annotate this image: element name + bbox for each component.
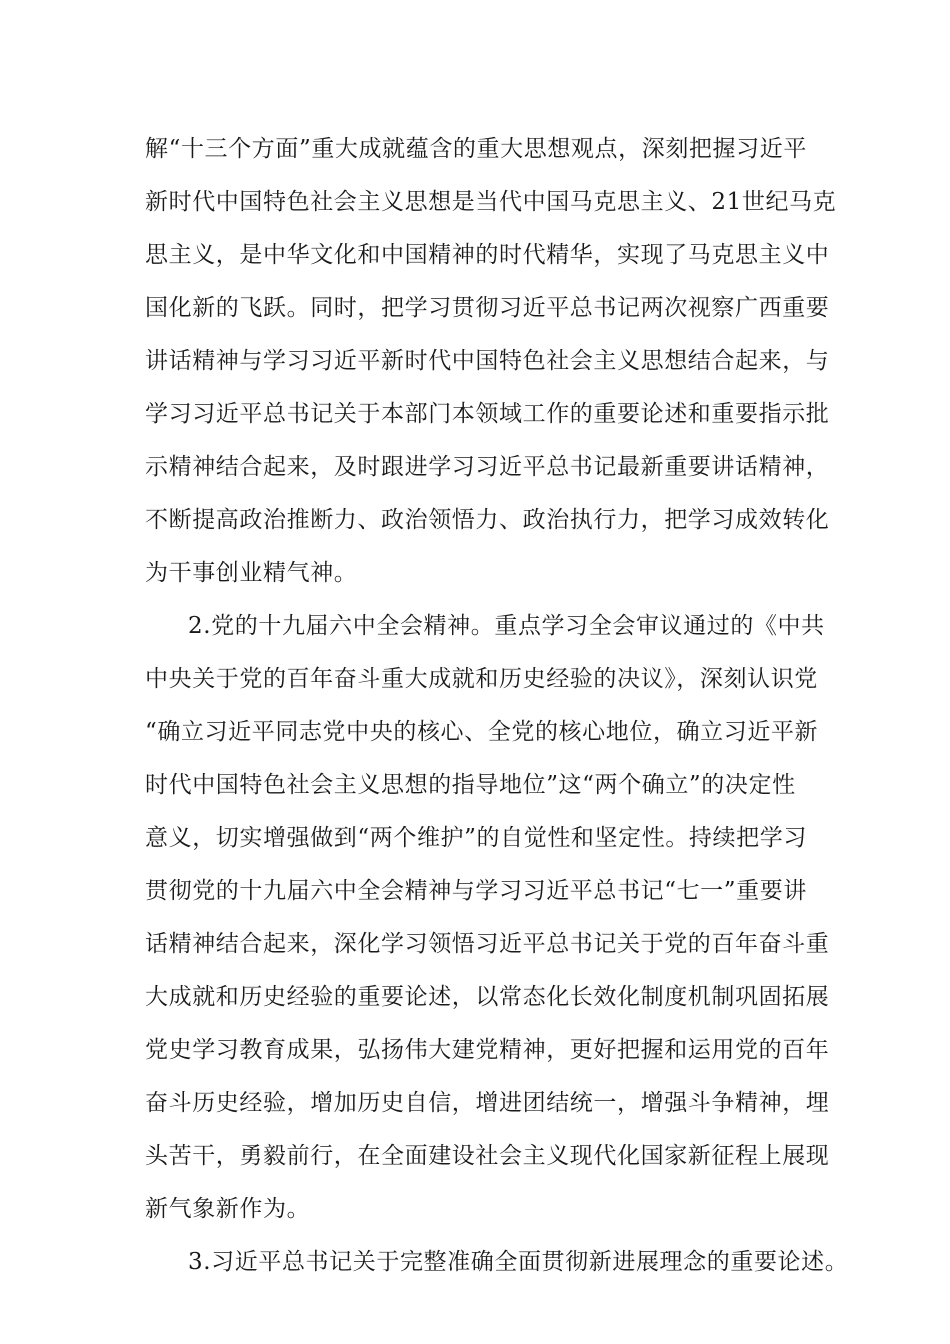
section-heading-3: 3.习近平总书记关于完整准确全面贯彻新进展理念的重要论述。 <box>188 1249 849 1275</box>
text-line: 新时代中国特色社会主义思想是当代中国马克思主义、21世纪马克 <box>145 189 837 215</box>
text-line: 不断提高政治推断力、政治领悟力、政治执行力，把学习成效转化 <box>145 507 830 533</box>
text-line: 新气象新作为。 <box>145 1196 311 1222</box>
text-line: 时代中国特色社会主义思想的指导地位”这“两个确立”的决定性 <box>145 772 796 798</box>
text-line: 中央关于党的百年奋斗重大成就和历史经验的决议》，深刻认识党 <box>145 666 818 692</box>
text-line: 大成就和历史经验的重要论述，以常态化长效化制度机制巩固拓展 <box>145 984 830 1010</box>
text-line: 党史学习教育成果，弘扬伟大建党精神，更好把握和运用党的百年 <box>145 1037 830 1063</box>
section-heading-2: 2.党的十九届六中全会精神。重点学习全会审议通过的《中共 <box>188 613 825 639</box>
text-line: 奋斗历史经验，增加历史自信，增进团结统一，增强斗争精神，埋 <box>145 1090 830 1116</box>
text-line: 头苦干，勇毅前行，在全面建设社会主义现代化国家新征程上展现 <box>145 1143 830 1169</box>
text-line: 学习习近平总书记关于本部门本领域工作的重要论述和重要指示批 <box>145 401 830 427</box>
text-line: 解“十三个方面”重大成就蕴含的重大思想观点，深刻把握习近平 <box>145 136 807 162</box>
text-line: 讲话精神与学习习近平新时代中国特色社会主义思想结合起来，与 <box>145 348 830 374</box>
text-line: 示精神结合起来，及时跟进学习习近平总书记最新重要讲话精神， <box>145 454 830 480</box>
text-line: “确立习近平同志党中央的核心、全党的核心地位，确立习近平新 <box>145 719 819 745</box>
text-line: 贯彻党的十九届六中全会精神与学习习近平总书记“七一”重要讲 <box>145 878 807 904</box>
text-line: 意义，切实增强做到“两个维护”的自觉性和坚定性。持续把学习 <box>145 825 807 851</box>
text-line: 为干事创业精气神。 <box>145 560 358 586</box>
text-line: 国化新的飞跃。同时，把学习贯彻习近平总书记两次视察广西重要 <box>145 295 830 321</box>
text-line: 思主义，是中华文化和中国精神的时代精华，实现了马克思主义中 <box>145 242 830 268</box>
text-line: 话精神结合起来，深化学习领悟习近平总书记关于党的百年奋斗重 <box>145 931 830 957</box>
